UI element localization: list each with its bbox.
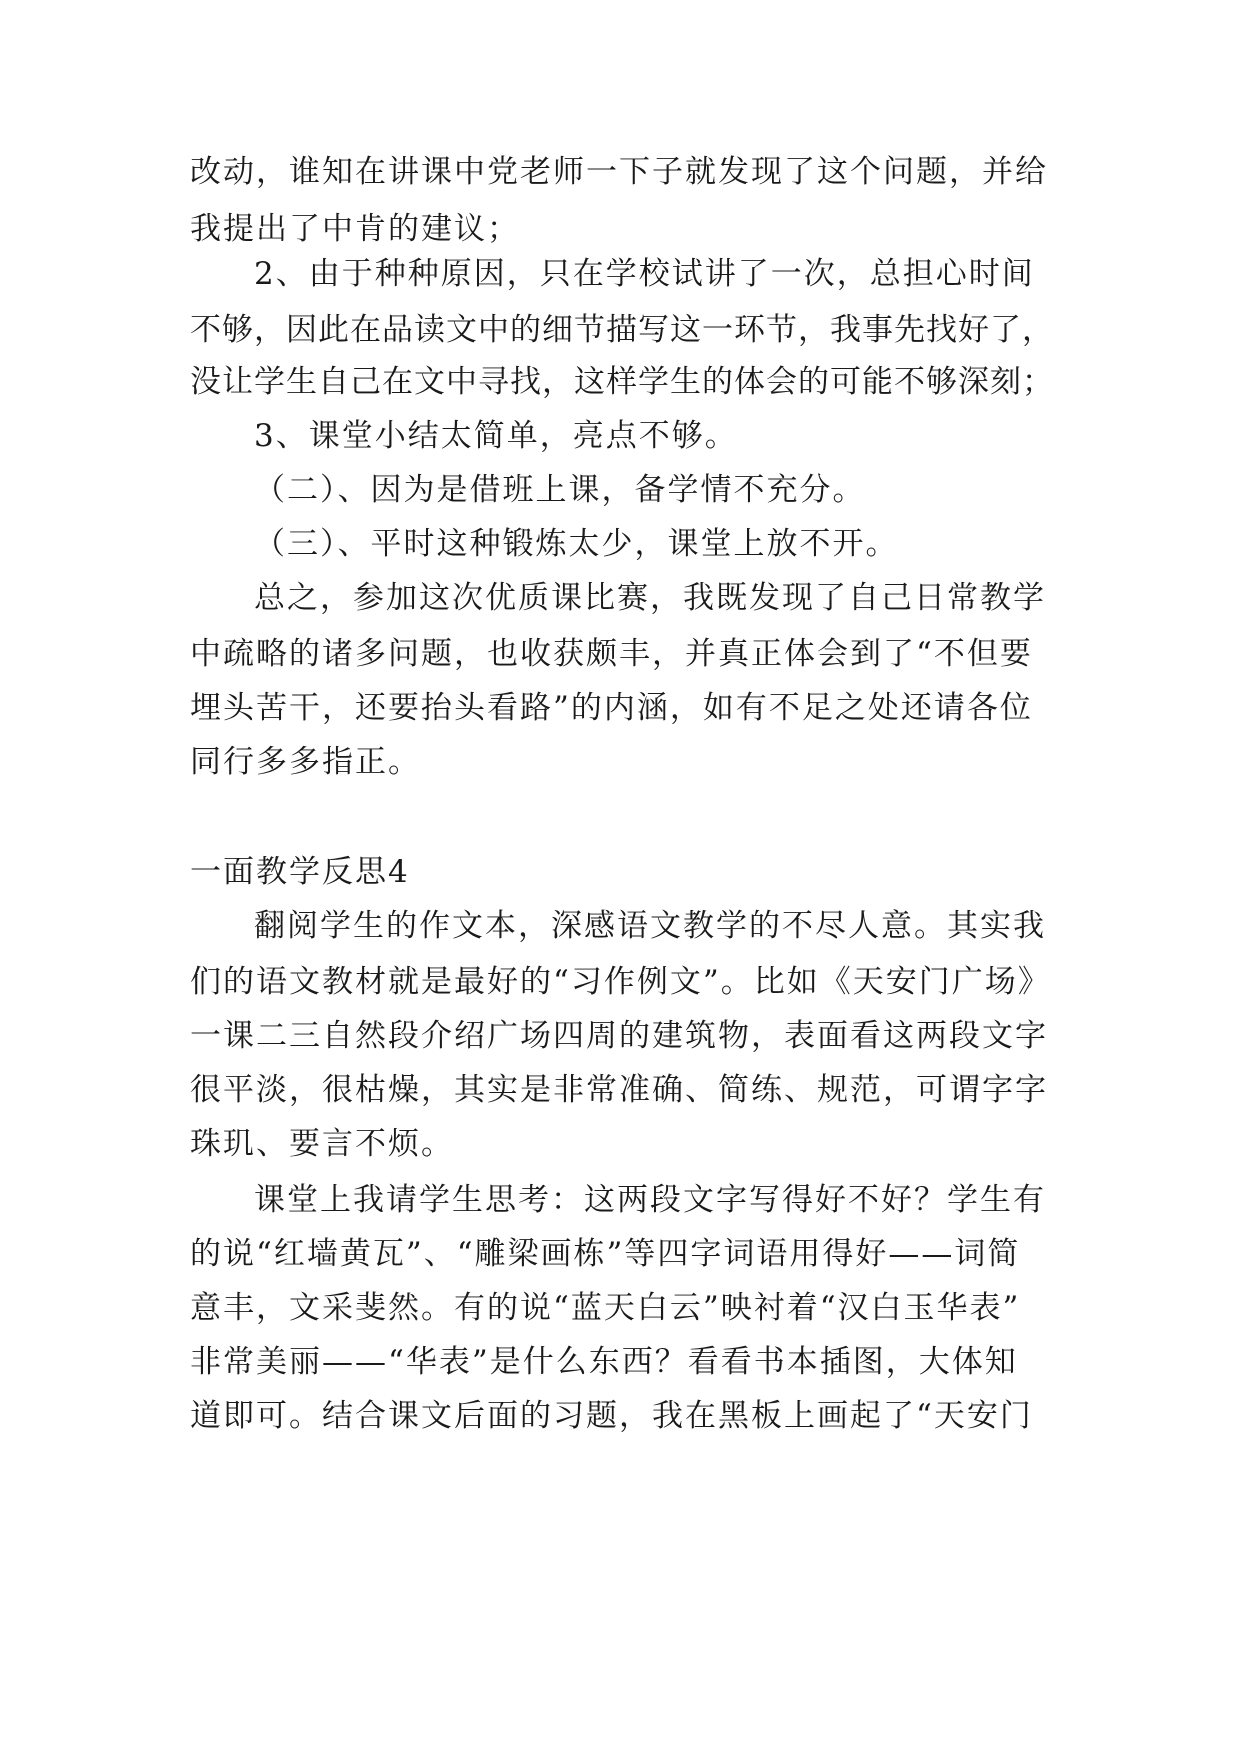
text-line: 改动，谁知在讲课中党老师一下子就发现了这个问题，并给 [190,154,1048,190]
text-line: 中疏略的诸多问题，也收获颇丰，并真正体会到了“不但要 [190,636,1033,672]
text-line: 3、课堂小结太简单，亮点不够。 [254,418,738,454]
text-line: 2、由于种种原因，只在学校试讲了一次，总担心时间 [254,256,1035,292]
text-line: 道即可。结合课文后面的习题，我在黑板上画起了“天安门 [190,1398,1033,1434]
text-line: 不够，因此在品读文中的细节描写这一环节，我事先找好了， [190,312,1054,348]
text-line: 我提出了中肯的建议； [190,211,520,247]
text-line: 们的语文教材就是最好的“习作例文”。比如《天安门广场》 [190,964,1051,1000]
text-line: 的说“红墙黄瓦”、“雕梁画栋”等四字词语用得好——词简 [190,1236,1021,1272]
text-line: 非常美丽——“华表”是什么东西？看看书本插图，大体知 [190,1344,1018,1380]
text-line: 意丰，文采斐然。有的说“蓝天白云”映衬着“汉白玉华表” [190,1290,1021,1326]
section-heading: 一面教学反思4 [190,854,410,890]
text-line: 没让学生自己在文中寻找，这样学生的体会的可能不够深刻； [190,364,1054,400]
text-line: 总之，参加这次优质课比赛，我既发现了自己日常教学 [254,580,1046,616]
text-line: 同行多多指正。 [190,744,421,780]
text-line: （三）、平时这种锻炼太少，课堂上放不开。 [254,526,899,562]
text-line: 珠玑、要言不烦。 [190,1126,454,1162]
text-line: 很平淡，很枯燥，其实是非常准确、简练、规范，可谓字字 [190,1072,1048,1108]
text-line: （二）、因为是借班上课，备学情不充分。 [254,472,866,508]
text-line: 翻阅学生的作文本，深感语文教学的不尽人意。其实我 [254,908,1046,944]
text-line: 课堂上我请学生思考：这两段文字写得好不好？学生有 [254,1182,1046,1218]
text-line: 埋头苦干，还要抬头看路”的内涵，如有不足之处还请各位 [190,690,1033,726]
text-line: 一课二三自然段介绍广场四周的建筑物，表面看这两段文字 [190,1018,1048,1054]
